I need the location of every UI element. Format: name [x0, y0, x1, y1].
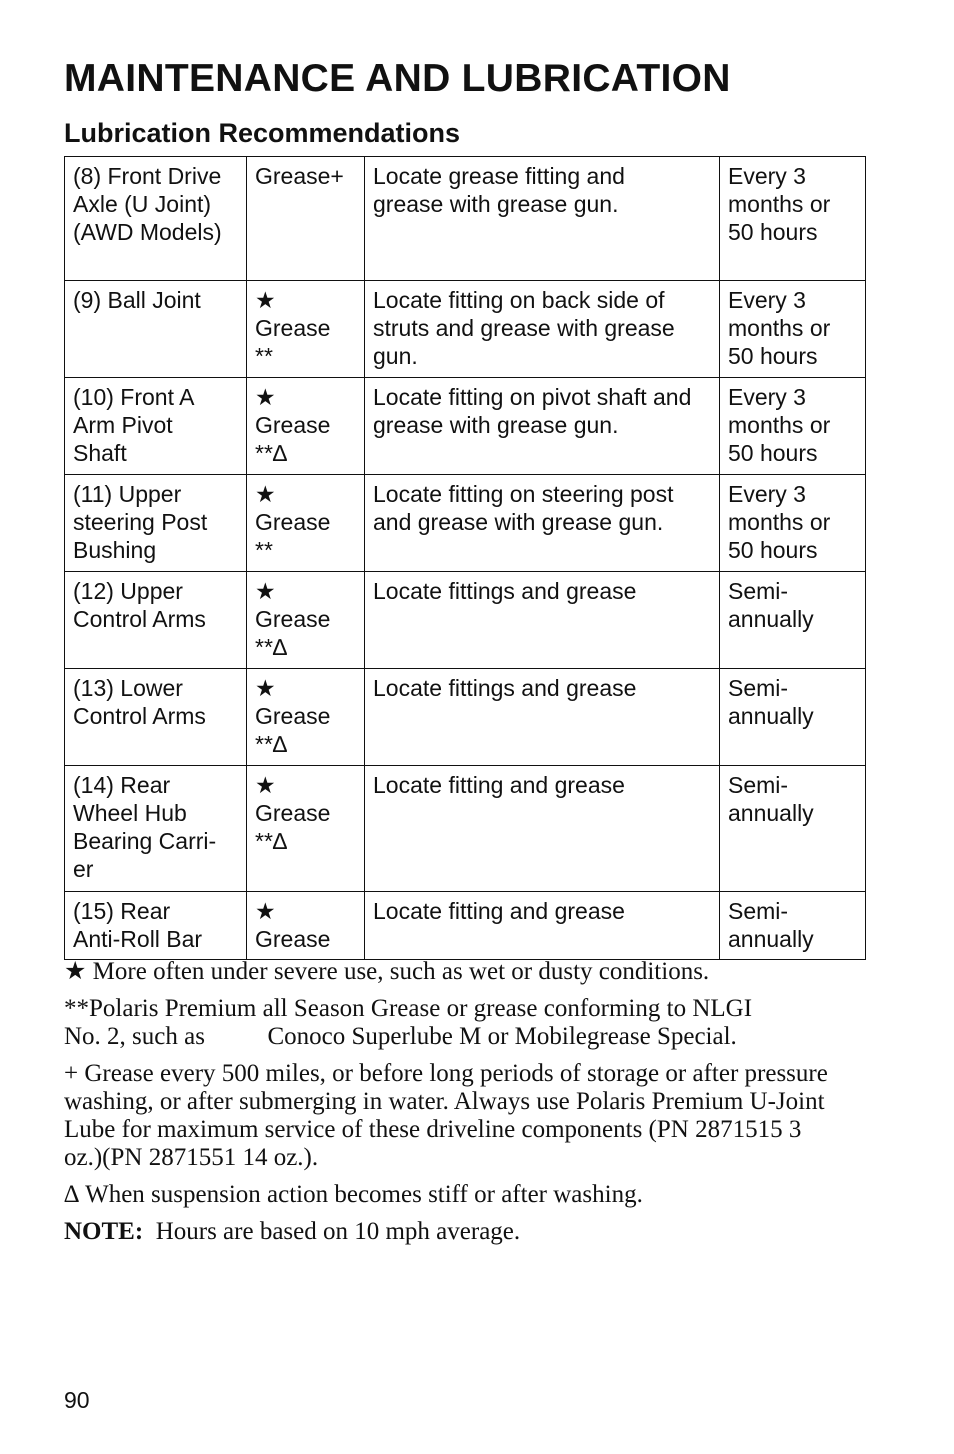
item-text: (9) Ball Joint — [73, 287, 201, 313]
frequency-text: Semi-annually — [728, 772, 814, 826]
method-cell — [365, 378, 720, 475]
frequency-cell — [720, 572, 866, 669]
star-icon: ★ — [255, 578, 276, 604]
method-text: Locate grease fitting and grease with grease gun. — [373, 163, 625, 217]
method-text: Locate fitting on steering post and grease with grease gun. — [373, 481, 674, 535]
footnotes — [64, 958, 864, 1255]
lubricant-cell — [247, 475, 365, 572]
note-text: Hours are based on 10 mph average. — [143, 1218, 521, 1245]
table-row — [65, 157, 866, 281]
frequency-cell — [720, 157, 866, 281]
lubricant-cell — [247, 572, 365, 669]
table-row — [65, 892, 866, 960]
frequency-cell — [720, 892, 866, 960]
footnote-star: ★ More often under severe use, such as wet or dusty conditions. — [64, 958, 710, 985]
note — [64, 1218, 864, 1246]
item-text: (11) Upper steering Post Bushing — [73, 481, 208, 563]
frequency-text: Every 3 months or 50 hours — [728, 384, 831, 466]
lubricant-text: Grease — [255, 509, 331, 535]
item-cell — [65, 892, 247, 960]
lubricant-cell — [247, 281, 365, 378]
lubricant-cell — [247, 766, 365, 892]
frequency-cell — [720, 475, 866, 572]
item-cell — [65, 157, 247, 281]
item-text: (12) Upper Control Arms — [73, 578, 206, 632]
footnote-double-star — [64, 995, 864, 1051]
item-text: (10) Front A Arm Pivot Shaft — [73, 384, 194, 466]
method-cell — [365, 157, 720, 281]
lubricant-text: Grease — [255, 315, 331, 341]
lubricant-cell — [247, 892, 365, 960]
item-text: (15) Rear Anti-Roll Bar — [73, 898, 203, 952]
method-text: Locate fittings and grease — [373, 675, 637, 701]
method-text: Locate fitting and grease — [373, 772, 625, 798]
method-cell — [365, 475, 720, 572]
lubricant-text: Grease — [255, 800, 331, 826]
table-row — [65, 669, 866, 766]
frequency-cell — [720, 281, 866, 378]
lubricant-text: Grease — [255, 606, 331, 632]
item-cell — [65, 281, 247, 378]
lubricant-marks: **∆ — [255, 440, 287, 466]
lubricant-cell — [247, 669, 365, 766]
frequency-text: Semi-annually — [728, 578, 814, 632]
frequency-text: Every 3 months or 50 hours — [728, 287, 831, 369]
method-cell — [365, 892, 720, 960]
lubricant-marks: ** — [255, 343, 273, 369]
frequency-cell — [720, 669, 866, 766]
frequency-text: Semi-annually — [728, 675, 814, 729]
lubricant-text: Grease+ — [255, 163, 344, 189]
method-text: Locate fittings and grease — [373, 578, 637, 604]
method-cell — [365, 766, 720, 892]
lubricant-marks: **∆ — [255, 828, 287, 854]
table-row — [65, 475, 866, 572]
lubricant-marks: **∆ — [255, 634, 287, 660]
lubricant-marks: **∆ — [255, 731, 287, 757]
method-text: Locate fitting on back side of struts and grease with grease gun. — [373, 287, 675, 369]
item-cell — [65, 766, 247, 892]
item-cell — [65, 572, 247, 669]
lubricant-text: Grease — [255, 412, 331, 438]
item-cell — [65, 669, 247, 766]
star-icon: ★ — [255, 772, 276, 798]
frequency-text: Semi-annually — [728, 898, 814, 952]
lubricant-marks: ** — [255, 537, 273, 563]
item-text: (13) Lower Control Arms — [73, 675, 206, 729]
item-text: (8) Front Drive Axle (U Joint) (AWD Models) — [73, 163, 222, 245]
star-icon: ★ — [255, 481, 276, 507]
star-icon: ★ — [255, 898, 276, 924]
method-cell — [365, 669, 720, 766]
footnote-plus: + Grease every 500 miles, or before long periods of storage or after pressure washing, or after submerging in water. Always use Polaris Premium U-Joint Lube for maximum service of these driveline components (PN 2871515 3 oz.)(PN 2871551 14 oz.). — [64, 1060, 828, 1171]
star-icon: ★ — [255, 675, 276, 701]
star-icon: ★ — [255, 384, 276, 410]
frequency-cell — [720, 766, 866, 892]
lubricant-cell — [247, 157, 365, 281]
frequency-text: Every 3 months or 50 hours — [728, 481, 831, 563]
method-cell — [365, 281, 720, 378]
item-text: (14) Rear Wheel Hub Bearing Carri-er — [73, 772, 217, 882]
page-number: 90 — [64, 1387, 90, 1413]
method-text: Locate fitting and grease — [373, 898, 625, 924]
table-row — [65, 766, 866, 892]
lubrication-table — [64, 156, 866, 960]
frequency-cell — [720, 378, 866, 475]
lubricant-text: Grease — [255, 926, 331, 952]
lubricant-text: Grease — [255, 703, 331, 729]
method-cell — [365, 572, 720, 669]
table-row — [65, 572, 866, 669]
frequency-text: Every 3 months or 50 hours — [728, 163, 831, 245]
star-icon: ★ — [255, 287, 276, 313]
item-cell — [65, 475, 247, 572]
page-title: MAINTENANCE AND LUBRICATION — [64, 57, 731, 100]
footnote-delta: ∆ When suspension action becomes stiff or after washing. — [64, 1181, 643, 1208]
footnote-double-star-line-2: No. 2, such as Conoco Superlube M or Mobilegrease Special. — [64, 1023, 737, 1050]
method-text: Locate fitting on pivot shaft and grease with grease gun. — [373, 384, 692, 438]
section-title: Lubrication Recommendations — [64, 118, 461, 148]
table-row — [65, 378, 866, 475]
footnote-double-star-line-1: **Polaris Premium all Season Grease or grease conforming to NLGI — [64, 995, 753, 1022]
lubricant-cell — [247, 378, 365, 475]
table-row — [65, 281, 866, 378]
note-label: NOTE: — [64, 1218, 144, 1245]
item-cell — [65, 378, 247, 475]
